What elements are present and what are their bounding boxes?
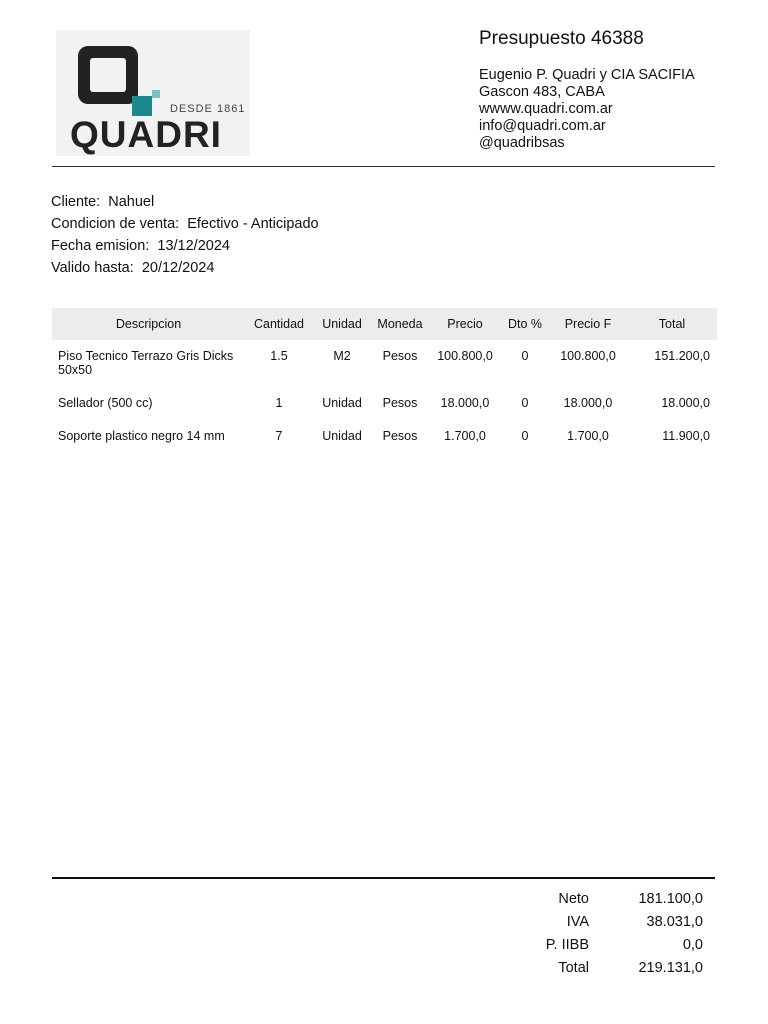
table-row bbox=[52, 340, 717, 387]
totals-row-iibb bbox=[500, 935, 710, 958]
table-header-row bbox=[52, 308, 717, 340]
client-label: Condicion de venta: bbox=[51, 216, 180, 232]
column-header: Moneda bbox=[377, 317, 423, 331]
client-label: Cliente: bbox=[51, 194, 101, 210]
column-header: Precio bbox=[447, 317, 483, 331]
cell-unidad: Unidad bbox=[322, 429, 362, 443]
column-header: Precio F bbox=[564, 317, 612, 331]
totals-divider bbox=[52, 877, 715, 879]
client-row-fecha-emision bbox=[51, 236, 319, 258]
column-header: Total bbox=[658, 317, 686, 331]
cell-cantidad: 1.5 bbox=[270, 349, 288, 363]
client-value: 13/12/2024 bbox=[157, 238, 230, 254]
totals-value: 0,0 bbox=[682, 937, 703, 953]
client-value: 20/12/2024 bbox=[141, 260, 215, 276]
column-header: Descripcion bbox=[115, 317, 182, 331]
totals-value: 219.131,0 bbox=[638, 960, 703, 976]
totals-label: IVA bbox=[566, 914, 589, 930]
column-header: Dto % bbox=[507, 317, 543, 331]
cell-moneda: Pesos bbox=[382, 349, 418, 363]
cell-moneda: Pesos bbox=[382, 396, 418, 410]
cell-descripcion: Soporte plastico negro 14 mm bbox=[58, 429, 225, 443]
client-label: Valido hasta: bbox=[51, 260, 134, 276]
cell-precio-f: 18.000,0 bbox=[563, 396, 613, 410]
company-website: wwww.quadri.com.ar bbox=[479, 101, 613, 117]
cell-descripcion: Piso Tecnico Terrazo Gris Dicks 50x50 bbox=[58, 349, 234, 377]
table-row bbox=[52, 387, 717, 420]
client-row-condicion bbox=[51, 214, 319, 236]
cell-cantidad: 7 bbox=[275, 429, 283, 443]
cell-moneda: Pesos bbox=[382, 429, 418, 443]
cell-unidad: M2 bbox=[333, 349, 351, 363]
cell-precio: 1.700,0 bbox=[444, 429, 486, 443]
company-address: Gascon 483, CABA bbox=[479, 84, 605, 100]
items-table bbox=[52, 308, 717, 453]
client-label: Fecha emision: bbox=[51, 238, 150, 254]
totals-row-total bbox=[500, 958, 710, 981]
cell-dto: 0 bbox=[521, 349, 529, 363]
client-row-valido-hasta bbox=[51, 258, 319, 280]
client-info bbox=[51, 192, 319, 280]
totals-label: P. IIBB bbox=[545, 937, 589, 953]
column-header: Unidad bbox=[322, 317, 362, 331]
totals-row-iva bbox=[500, 912, 710, 935]
column-header: Cantidad bbox=[253, 317, 305, 331]
cell-precio: 18.000,0 bbox=[440, 396, 490, 410]
cell-total: 18.000,0 bbox=[661, 396, 710, 410]
company-name: Eugenio P. Quadri y CIA SACIFIA bbox=[479, 67, 695, 83]
cell-precio: 100.800,0 bbox=[437, 349, 493, 363]
cell-descripcion: Sellador (500 cc) bbox=[58, 396, 153, 410]
totals-value: 38.031,0 bbox=[646, 914, 703, 930]
logo-wordmark: QUADRI bbox=[70, 114, 222, 155]
company-info bbox=[479, 67, 695, 152]
cell-precio-f: 1.700,0 bbox=[567, 429, 609, 443]
cell-precio-f: 100.800,0 bbox=[560, 349, 616, 363]
logo-tagline: DESDE 1861 bbox=[170, 103, 246, 115]
table-row bbox=[52, 420, 717, 453]
totals-value: 181.100,0 bbox=[638, 891, 703, 907]
totals-row-neto bbox=[500, 889, 710, 912]
cell-total: 11.900,0 bbox=[662, 429, 710, 443]
quote-title: Presupuesto 46388 bbox=[479, 28, 644, 49]
client-value: Nahuel bbox=[108, 194, 155, 210]
cell-dto: 0 bbox=[521, 429, 529, 443]
company-social: @quadribsas bbox=[479, 135, 565, 151]
header-divider bbox=[52, 166, 715, 167]
client-value: Efectivo - Anticipado bbox=[187, 216, 319, 232]
cell-unidad: Unidad bbox=[322, 396, 362, 410]
totals-label: Neto bbox=[558, 891, 589, 907]
cell-dto: 0 bbox=[521, 396, 529, 410]
cell-total: 151.200,0 bbox=[654, 349, 710, 363]
document-header bbox=[479, 27, 695, 152]
totals-label: Total bbox=[558, 960, 589, 976]
client-row-cliente bbox=[51, 192, 319, 214]
company-logo bbox=[56, 30, 250, 156]
cell-cantidad: 1 bbox=[275, 396, 283, 410]
totals-summary bbox=[500, 889, 710, 981]
company-email: info@quadri.com.ar bbox=[479, 118, 606, 134]
